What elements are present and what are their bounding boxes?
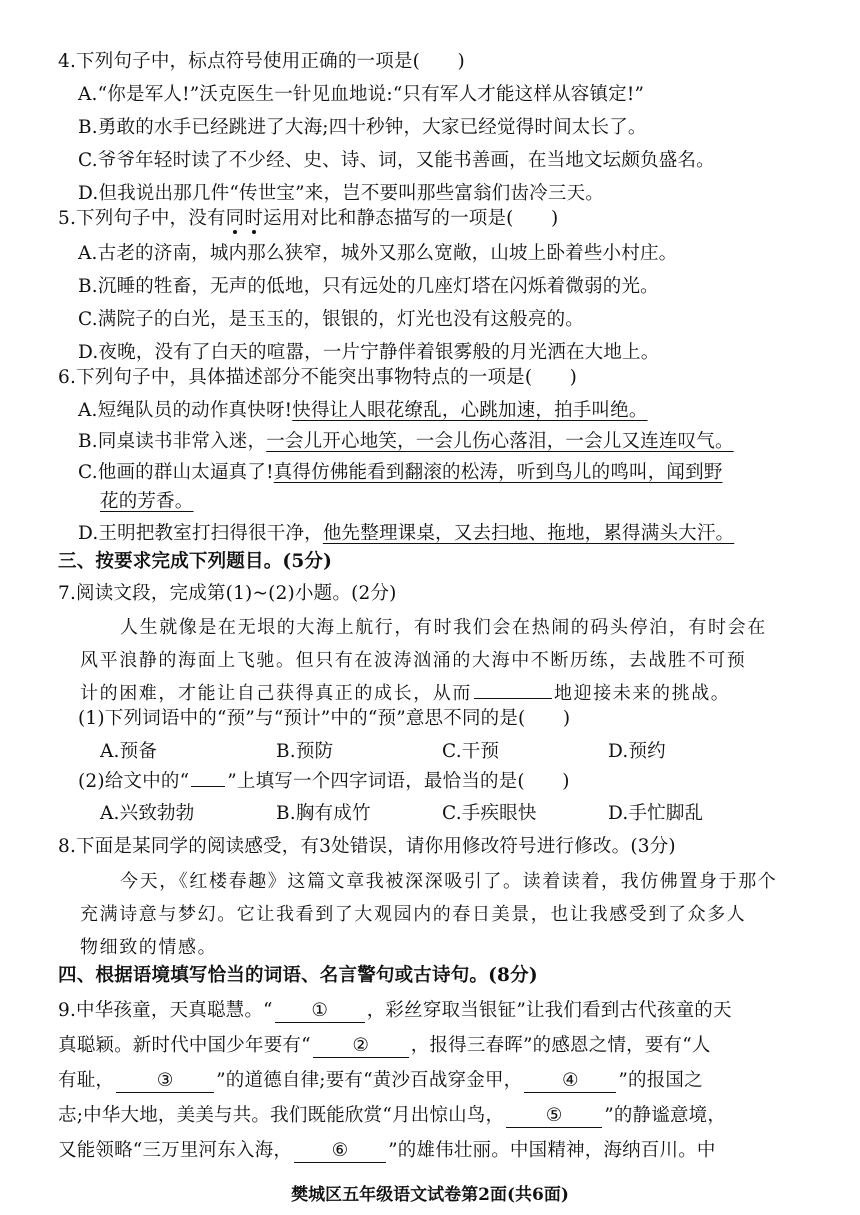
q9-line-2-text-a: 真聪颖。新时代中国少年要有“ [58,1035,311,1056]
question-7-passage-line-1: 人生就像是在无垠的大海上航行，有时我们会在热闹的码头停泊，有时会在 [120,617,767,638]
question-7-sub-1: (1)下列词语中的“预”与“预计”中的“预”意思不同的是( ) [78,708,571,729]
passage-answer-blank[interactable] [474,698,552,699]
sub-2-option-a: A.兴致勃勃 [100,803,195,824]
question-5-stem [58,205,558,233]
question-4-stem: 4.下列句子中，标点符号使用正确的一项是( ) [58,51,465,72]
sub-2-option-c: C.手疾眼快 [442,803,537,824]
q9-line-2-text-b: ，报得三春晖”的感恩之情，要有“人 [410,1035,711,1056]
question-7-sub-1-options [100,738,666,766]
fill-blank-4[interactable]: ④ [524,1070,616,1093]
sub-1-option-c: C.干预 [442,741,500,762]
question-6-stem: 6.下列句子中，具体描述部分不能突出事物特点的一项是( ) [58,367,578,388]
question-6-option-b-underlined: 一会儿开心地笑，一会儿伤心落泪，一会儿又连连叹气。 [266,431,734,452]
question-6-option-d-text: D.王明把教室打扫得很干净， [78,523,323,544]
sub-2-option-b: B.胸有成竹 [276,803,371,824]
question-5-option-c: C.满院子的白光，是玉玉的，银银的，灯光也没有这般亮的。 [78,309,584,330]
question-7-passage-line-2: 风平浪静的海面上飞驰。但只有在波涛汹涌的大海中不断历练，去战胜不可预 [80,650,747,671]
question-9-line-3 [58,1067,703,1095]
question-6-option-a-underlined: 快得让人眼花缭乱，心跳加速，拍手叫绝。 [292,400,648,421]
sub-2-option-d: D.手忙脚乱 [608,803,704,824]
q9-line-1-text-b: ，彩丝穿取当银钲”让我们看到古代孩童的天 [366,1000,732,1021]
question-6-option-c-underlined: 真得仿佛能看到翻滚的松涛，听到鸟儿的鸣叫，闻到野 [273,462,723,483]
question-6-option-b-text: B.同桌读书非常入迷， [78,431,267,452]
q9-line-1-text-a: 9.中华孩童，天真聪慧。“ [58,1000,273,1021]
page-footer: 樊城区五年级语文试卷第2面(共6面) [291,1185,569,1205]
question-4-option-d: D.但我说出那几件“传世宝”来，岂不要叫那些富翁们齿冷三天。 [78,183,604,204]
fill-blank-5[interactable]: ⑤ [506,1105,602,1128]
emphasis-dot-char-2: 时 [244,208,264,229]
question-8-stem: 8.下面是某同学的阅读感受，有3处错误，请你用修改符号进行修改。(3分) [58,836,676,857]
question-6-option-c [78,459,723,487]
passage-line-3-post: 地迎接未来的挑战。 [554,683,731,704]
sub-2-blank-mark [191,786,225,787]
question-5-option-b: B.沉睡的牲畜，无声的低地，只有远处的几座灯塔在闪烁着微弱的光。 [78,276,659,297]
q9-line-5-text-a: 又能领略“三万里河东入海， [58,1140,293,1161]
question-9-line-1 [58,997,732,1025]
question-4-option-c: C.爷爷年轻时读了不少经、史、诗、词，又能书善画，在当地文坛颇负盛名。 [78,150,715,171]
question-6-option-c-underlined-2: 花的芳香。 [100,491,194,512]
question-9-line-5 [58,1137,716,1165]
question-7-stem: 7.阅读文段，完成第(1)~(2)小题。(2分) [58,583,397,604]
question-7-sub-2-options [100,800,703,828]
section-4-heading: 四、根据语境填写恰当的词语、名言警句或古诗句。(8分) [58,965,538,986]
sub-1-option-a: A.预备 [100,741,158,762]
q9-line-3-text-b: ”的道德自律;要有“黄沙百战穿金甲， [216,1070,523,1091]
question-6-option-a-text: A.短绳队员的动作真快呀! [78,400,293,421]
question-4-option-a: A.“你是军人!”沃克医生一针见血地说:“只有军人才能这样从容镇定!” [78,84,645,105]
emphasis-dot-char-1: 同 [225,208,245,229]
question-8-passage-line-3: 物细致的情感。 [80,937,218,958]
sub-2-post: ”上填写一个四字词语，最恰当的是( ) [227,771,570,792]
question-6-option-a [78,397,648,425]
fill-blank-2[interactable]: ② [313,1035,409,1058]
question-9-line-2 [58,1032,711,1060]
question-6-option-b [78,428,734,456]
question-6-option-d [78,520,734,548]
q9-line-3-text-a: 有耻， [58,1070,115,1091]
fill-blank-3[interactable]: ③ [116,1070,214,1093]
sub-1-option-b: B.预防 [276,741,334,762]
question-9-line-4 [58,1102,726,1130]
question-5-option-a: A.古老的济南，城内那么狭窄，城外又那么宽敞，山坡上卧着些小村庄。 [78,243,678,264]
question-4-option-b: B.勇敢的水手已经跳进了大海;四十秒钟，大家已经觉得时间太长了。 [78,117,647,138]
question-8-passage-line-1: 今天，《红楼春趣》这篇文章我被深深吸引了。读着读着，我仿佛置身于那个 [120,871,778,892]
q9-line-5-text-b: ”的雄伟壮丽。中国精神，海纳百川。中 [388,1140,716,1161]
q9-line-3-text-c: ”的报国之 [618,1070,703,1091]
passage-line-3-pre: 计的困难，才能让自己获得真正的成长，从而 [80,683,472,704]
q9-line-4-text-b: ”的静谧意境， [604,1105,727,1126]
question-7-passage-line-3 [80,680,730,708]
question-7-sub-2 [78,768,570,796]
question-5-stem-pre: 5.下列句子中，没有 [58,208,226,229]
sub-2-pre: (2)给文中的“ [78,771,190,792]
question-6-option-d-underlined: 他先整理课桌，又去扫地、拖地，累得满头大汗。 [322,523,735,544]
section-3-heading: 三、按要求完成下列题目。(5分) [58,551,333,572]
q9-line-4-text-a: 志;中华大地，美美与共。我们既能欣赏“月出惊山鸟， [58,1105,505,1126]
question-5-stem-post: 运用对比和静态描写的一项是( ) [263,208,559,229]
question-6-option-c-text: C.他画的群山太逼真了! [78,462,274,483]
fill-blank-6[interactable]: ⑥ [294,1140,386,1163]
sub-1-option-d: D.预约 [608,741,666,762]
question-8-passage-line-2: 充满诗意与梦幻。它让我看到了大观园内的春日美景，也让我感受到了众多人 [80,904,747,925]
question-5-option-d: D.夜晚，没有了白天的喧嚣，一片宁静伴着银雾般的月光洒在大地上。 [78,342,660,363]
question-6-option-c-continued [100,488,194,516]
fill-blank-1[interactable]: ① [275,1000,365,1023]
